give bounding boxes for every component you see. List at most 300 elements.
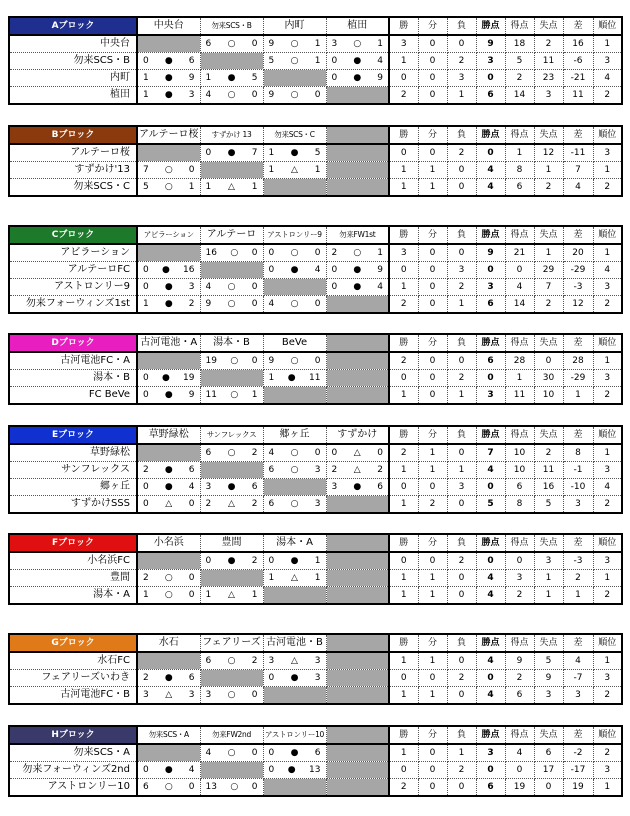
- stat-value: 2: [447, 762, 476, 779]
- stat-value: 4: [476, 652, 505, 670]
- block-title: Cブロック: [9, 226, 137, 244]
- match-result: [263, 652, 326, 670]
- stat-value: 16: [534, 479, 563, 496]
- stat-header: 失点: [534, 126, 563, 144]
- stat-value: 9: [505, 652, 534, 670]
- stat-value: 0: [418, 552, 447, 570]
- result-mark: △: [165, 499, 173, 509]
- stat-value: 3: [476, 279, 505, 296]
- team-row: [9, 762, 622, 779]
- match-result: [326, 462, 389, 479]
- score-against: 6: [314, 748, 321, 758]
- score-against: 6: [188, 465, 195, 475]
- stat-value: 0: [447, 496, 476, 514]
- team-row: [9, 70, 622, 87]
- team-row: [9, 552, 622, 570]
- team-name: アストロンリー10: [9, 779, 137, 797]
- result-mark: ●: [353, 265, 362, 275]
- score-against: 9: [377, 265, 383, 275]
- self-match-cell: [326, 570, 389, 587]
- self-match-cell: [263, 779, 326, 797]
- team-row: [9, 35, 622, 53]
- stat-value: 1: [389, 687, 418, 705]
- stat-value: 7: [563, 162, 593, 179]
- stat-header: 負: [447, 126, 476, 144]
- score-against: 2: [251, 656, 258, 666]
- block-title: Hブロック: [9, 726, 137, 744]
- stat-value: 21: [505, 244, 534, 262]
- stat-header: 負: [447, 726, 476, 744]
- match-result: [326, 279, 389, 296]
- match-result: [137, 279, 200, 296]
- block-title: Aブロック: [9, 17, 137, 35]
- self-match-cell: [263, 279, 326, 296]
- opponent-header: アストロンリー10: [263, 726, 326, 744]
- result-mark: ●: [164, 282, 173, 292]
- score-against: 2: [188, 299, 195, 309]
- stat-value: -7: [563, 670, 593, 687]
- stat-value: 0: [505, 552, 534, 570]
- result-mark: △: [228, 182, 235, 192]
- match-result: [263, 744, 326, 762]
- score-for: 0: [268, 265, 275, 275]
- stat-value: 2: [389, 444, 418, 462]
- score-against: 4: [188, 765, 195, 775]
- result-mark: ●: [353, 56, 362, 66]
- stat-header: 差: [563, 126, 593, 144]
- stat-value: 28: [505, 352, 534, 370]
- stat-header: 勝点: [476, 226, 505, 244]
- stat-value: 8: [505, 496, 534, 514]
- opponent-header: すずかけ: [326, 426, 389, 444]
- empty-column: [326, 634, 389, 652]
- match-result: [137, 570, 200, 587]
- match-result: [137, 496, 200, 514]
- score-against: 0: [314, 448, 321, 458]
- stat-value: 1: [389, 387, 418, 405]
- stat-value: 0: [476, 144, 505, 162]
- stat-value: 0: [418, 35, 447, 53]
- result-mark: ●: [290, 673, 299, 683]
- match-result: [137, 479, 200, 496]
- stat-header: 分: [418, 534, 447, 552]
- score-for: 0: [143, 265, 149, 275]
- stat-value: 4: [476, 179, 505, 197]
- score-against: 9: [188, 73, 195, 83]
- score-against: 6: [188, 673, 195, 683]
- stat-header: 勝: [389, 17, 418, 35]
- score-against: 1: [377, 39, 383, 49]
- result-mark: ○: [227, 748, 236, 758]
- score-for: 1: [143, 299, 149, 309]
- opponent-header: 勿来SCS・B: [200, 17, 263, 35]
- stat-value: 8: [563, 444, 593, 462]
- result-mark: △: [353, 465, 361, 475]
- score-for: 0: [143, 765, 149, 775]
- stat-header: 負: [447, 17, 476, 35]
- stat-value: 0: [418, 244, 447, 262]
- self-match-cell: [137, 352, 200, 370]
- match-result: [137, 462, 200, 479]
- stat-value: 0: [447, 587, 476, 605]
- self-match-cell: [263, 179, 326, 197]
- stat-value: 1: [389, 587, 418, 605]
- team-row: [9, 479, 622, 496]
- result-mark: ●: [164, 465, 173, 475]
- team-name: 勿来フォーウィンズ1st: [9, 296, 137, 314]
- team-name: 古河電池FC・A: [9, 352, 137, 370]
- score-for: 1: [205, 182, 212, 192]
- stat-value: 4: [563, 652, 593, 670]
- stat-header: 勝点: [476, 534, 505, 552]
- stat-value: 2: [534, 179, 563, 197]
- stat-value: 6: [476, 87, 505, 105]
- self-match-cell: [326, 352, 389, 370]
- block-header-row: [9, 334, 622, 352]
- self-match-cell: [326, 87, 389, 105]
- stat-value: 2: [534, 444, 563, 462]
- stat-value: 2: [389, 87, 418, 105]
- stat-value: 0: [447, 179, 476, 197]
- result-mark: ○: [353, 248, 362, 258]
- stat-value: 0: [389, 262, 418, 279]
- stat-value: 29: [534, 262, 563, 279]
- stat-value: 1: [389, 652, 418, 670]
- stat-header: 勝点: [476, 126, 505, 144]
- stat-value: 17: [534, 762, 563, 779]
- score-against: 0: [251, 90, 258, 100]
- result-mark: ○: [290, 90, 299, 100]
- score-for: 1: [205, 73, 212, 83]
- stat-value: 3: [505, 570, 534, 587]
- stat-value: 2: [389, 352, 418, 370]
- result-mark: ○: [290, 248, 299, 258]
- block-header-row: [9, 17, 622, 35]
- stat-value: 2: [534, 296, 563, 314]
- stat-value: 1: [389, 179, 418, 197]
- stat-value: 2: [593, 179, 622, 197]
- stat-value: 11: [563, 87, 593, 105]
- stat-value: 0: [418, 670, 447, 687]
- score-for: 13: [205, 782, 217, 792]
- team-name: サンフレックス: [9, 462, 137, 479]
- stat-value: 23: [534, 70, 563, 87]
- match-result: [263, 244, 326, 262]
- stat-value: 0: [534, 779, 563, 797]
- team-name: 勿来フォーウィンズ2nd: [9, 762, 137, 779]
- stat-value: 6: [505, 479, 534, 496]
- result-mark: △: [165, 690, 173, 700]
- result-mark: ○: [230, 248, 239, 258]
- result-mark: ●: [227, 148, 236, 158]
- stat-header: 勝: [389, 334, 418, 352]
- self-match-cell: [326, 179, 389, 197]
- stat-value: 3: [593, 53, 622, 70]
- match-result: [137, 762, 200, 779]
- team-row: [9, 87, 622, 105]
- match-result: [263, 53, 326, 70]
- result-mark: ●: [227, 556, 236, 566]
- stat-header: 負: [447, 534, 476, 552]
- score-for: 2: [331, 248, 338, 258]
- stat-value: 1: [447, 387, 476, 405]
- stat-value: 4: [563, 179, 593, 197]
- stat-header: 勝: [389, 226, 418, 244]
- opponent-header: 古河電池・B: [263, 634, 326, 652]
- stat-header: 順位: [593, 17, 622, 35]
- result-mark: ○: [164, 182, 173, 192]
- stat-value: 2: [593, 744, 622, 762]
- self-match-cell: [137, 552, 200, 570]
- stat-value: 4: [476, 570, 505, 587]
- stat-header: 順位: [593, 226, 622, 244]
- opponent-header: 勿来SCS・A: [137, 726, 200, 744]
- team-row: [9, 496, 622, 514]
- team-row: [9, 779, 622, 797]
- stat-header: 負: [447, 426, 476, 444]
- match-result: [326, 70, 389, 87]
- team-name: アビラーション: [9, 244, 137, 262]
- score-for: 1: [205, 590, 212, 600]
- opponent-header: 郷ヶ丘: [263, 426, 326, 444]
- self-match-cell: [137, 652, 200, 670]
- stat-value: 5: [476, 496, 505, 514]
- result-mark: △: [353, 448, 361, 458]
- stat-value: 4: [593, 479, 622, 496]
- stat-header: 負: [447, 226, 476, 244]
- opponent-header: 勿来FW2nd: [200, 726, 263, 744]
- self-match-cell: [326, 652, 389, 670]
- block-table: [8, 225, 623, 314]
- stat-value: 1: [593, 352, 622, 370]
- stat-value: 7: [476, 444, 505, 462]
- score-against: 1: [314, 573, 321, 583]
- score-for: 6: [205, 448, 212, 458]
- stat-header: 得点: [505, 17, 534, 35]
- team-row: [9, 144, 622, 162]
- self-match-cell: [326, 670, 389, 687]
- stat-value: 3: [534, 87, 563, 105]
- stat-header: 得点: [505, 726, 534, 744]
- stat-header: 分: [418, 634, 447, 652]
- match-result: [326, 244, 389, 262]
- self-match-cell: [200, 762, 263, 779]
- stat-value: 2: [447, 53, 476, 70]
- match-result: [200, 35, 263, 53]
- score-for: 4: [268, 448, 275, 458]
- team-name: すずかけSSS: [9, 496, 137, 514]
- stat-value: 5: [534, 652, 563, 670]
- result-mark: ●: [287, 373, 296, 383]
- score-against: 11: [309, 373, 321, 383]
- score-for: 3: [143, 690, 149, 700]
- score-against: 3: [188, 282, 195, 292]
- opponent-header: 水石: [137, 634, 200, 652]
- self-match-cell: [200, 162, 263, 179]
- score-against: 4: [377, 56, 383, 66]
- self-match-cell: [326, 552, 389, 570]
- score-against: 1: [314, 39, 321, 49]
- stat-value: 1: [593, 779, 622, 797]
- score-against: 1: [188, 182, 195, 192]
- result-mark: ○: [227, 656, 236, 666]
- stat-value: 1: [418, 587, 447, 605]
- score-for: 1: [268, 148, 275, 158]
- result-mark: ○: [227, 39, 236, 49]
- team-name: 小名浜FC: [9, 552, 137, 570]
- self-match-cell: [200, 462, 263, 479]
- stat-value: 5: [505, 53, 534, 70]
- stat-value: 11: [505, 387, 534, 405]
- stat-value: -11: [563, 144, 593, 162]
- stat-value: 4: [476, 687, 505, 705]
- team-name: アルテーロFC: [9, 262, 137, 279]
- match-result: [263, 496, 326, 514]
- score-against: 0: [314, 248, 321, 258]
- stat-header: 順位: [593, 426, 622, 444]
- score-against: 2: [377, 465, 383, 475]
- result-mark: ○: [290, 448, 299, 458]
- stat-value: 2: [534, 35, 563, 53]
- stat-value: 2: [505, 587, 534, 605]
- stat-header: 勝点: [476, 426, 505, 444]
- stat-header: 順位: [593, 534, 622, 552]
- score-for: 7: [143, 165, 149, 175]
- result-mark: ○: [290, 499, 299, 509]
- stat-value: 1: [534, 587, 563, 605]
- self-match-cell: [326, 387, 389, 405]
- match-result: [200, 279, 263, 296]
- stat-value: 0: [418, 296, 447, 314]
- stat-header: 差: [563, 226, 593, 244]
- match-result: [263, 162, 326, 179]
- result-mark: ○: [227, 448, 236, 458]
- block-header-row: [9, 426, 622, 444]
- self-match-cell: [326, 296, 389, 314]
- team-row: [9, 179, 622, 197]
- stat-header: 分: [418, 17, 447, 35]
- opponent-header: サンフレックス: [200, 426, 263, 444]
- stat-value: 6: [505, 179, 534, 197]
- score-for: 1: [143, 90, 149, 100]
- result-mark: ○: [290, 39, 299, 49]
- stat-value: 0: [447, 779, 476, 797]
- block-header-row: [9, 534, 622, 552]
- stat-value: 19: [505, 779, 534, 797]
- score-against: 1: [251, 390, 258, 400]
- match-result: [137, 670, 200, 687]
- score-for: 6: [268, 499, 275, 509]
- self-match-cell: [200, 53, 263, 70]
- stat-header: 得点: [505, 426, 534, 444]
- score-against: 0: [188, 590, 195, 600]
- result-mark: ○: [290, 299, 299, 309]
- score-for: 2: [143, 573, 149, 583]
- opponent-header: 中央台: [137, 17, 200, 35]
- stat-value: 0: [418, 279, 447, 296]
- stat-value: 0: [476, 70, 505, 87]
- stat-value: 0: [389, 479, 418, 496]
- match-result: [200, 652, 263, 670]
- result-mark: ○: [164, 165, 173, 175]
- stat-value: 3: [389, 35, 418, 53]
- stat-value: 9: [476, 244, 505, 262]
- stat-value: 1: [418, 570, 447, 587]
- stat-header: 順位: [593, 334, 622, 352]
- score-for: 9: [268, 356, 275, 366]
- stat-value: 1: [389, 570, 418, 587]
- team-row: [9, 670, 622, 687]
- stat-value: 0: [389, 762, 418, 779]
- stat-value: 4: [476, 462, 505, 479]
- stat-value: 0: [418, 479, 447, 496]
- stat-value: 2: [389, 779, 418, 797]
- stat-value: 0: [418, 779, 447, 797]
- score-against: 6: [377, 482, 383, 492]
- result-mark: ●: [164, 765, 173, 775]
- stat-value: -2: [563, 744, 593, 762]
- score-for: 6: [143, 782, 149, 792]
- stat-value: 2: [563, 570, 593, 587]
- stat-header: 得点: [505, 334, 534, 352]
- score-for: 0: [143, 390, 149, 400]
- stat-header: 分: [418, 426, 447, 444]
- score-for: 0: [268, 765, 275, 775]
- match-result: [263, 762, 326, 779]
- stat-header: 負: [447, 334, 476, 352]
- match-result: [137, 587, 200, 605]
- stat-value: 0: [447, 244, 476, 262]
- stat-value: 0: [476, 552, 505, 570]
- self-match-cell: [263, 387, 326, 405]
- stat-value: 3: [476, 387, 505, 405]
- stat-value: -17: [563, 762, 593, 779]
- opponent-header: 勿来SCS・C: [263, 126, 326, 144]
- match-result: [263, 352, 326, 370]
- stat-value: 3: [447, 262, 476, 279]
- score-for: 6: [205, 656, 212, 666]
- score-for: 0: [331, 448, 338, 458]
- team-name: 古河電池FC・B: [9, 687, 137, 705]
- stat-value: 0: [447, 35, 476, 53]
- stat-value: 2: [447, 552, 476, 570]
- stat-value: 0: [476, 762, 505, 779]
- score-against: 0: [251, 248, 258, 258]
- stat-value: 0: [447, 162, 476, 179]
- score-for: 5: [268, 56, 275, 66]
- self-match-cell: [326, 587, 389, 605]
- stat-value: 2: [447, 279, 476, 296]
- score-for: 0: [143, 482, 149, 492]
- score-for: 3: [331, 39, 338, 49]
- stat-value: 0: [447, 570, 476, 587]
- score-against: 3: [314, 656, 321, 666]
- opponent-header: 内町: [263, 17, 326, 35]
- result-mark: ●: [164, 90, 173, 100]
- result-mark: ●: [164, 673, 173, 683]
- opponent-header: アルテーロ: [200, 226, 263, 244]
- self-match-cell: [326, 162, 389, 179]
- score-against: 9: [188, 390, 195, 400]
- score-for: 0: [331, 73, 338, 83]
- stat-value: 0: [476, 670, 505, 687]
- stat-header: 勝: [389, 426, 418, 444]
- opponent-header: 勿来FW1st: [326, 226, 389, 244]
- match-result: [200, 352, 263, 370]
- opponent-header: [326, 334, 389, 352]
- result-mark: △: [291, 165, 298, 175]
- score-against: 0: [314, 299, 321, 309]
